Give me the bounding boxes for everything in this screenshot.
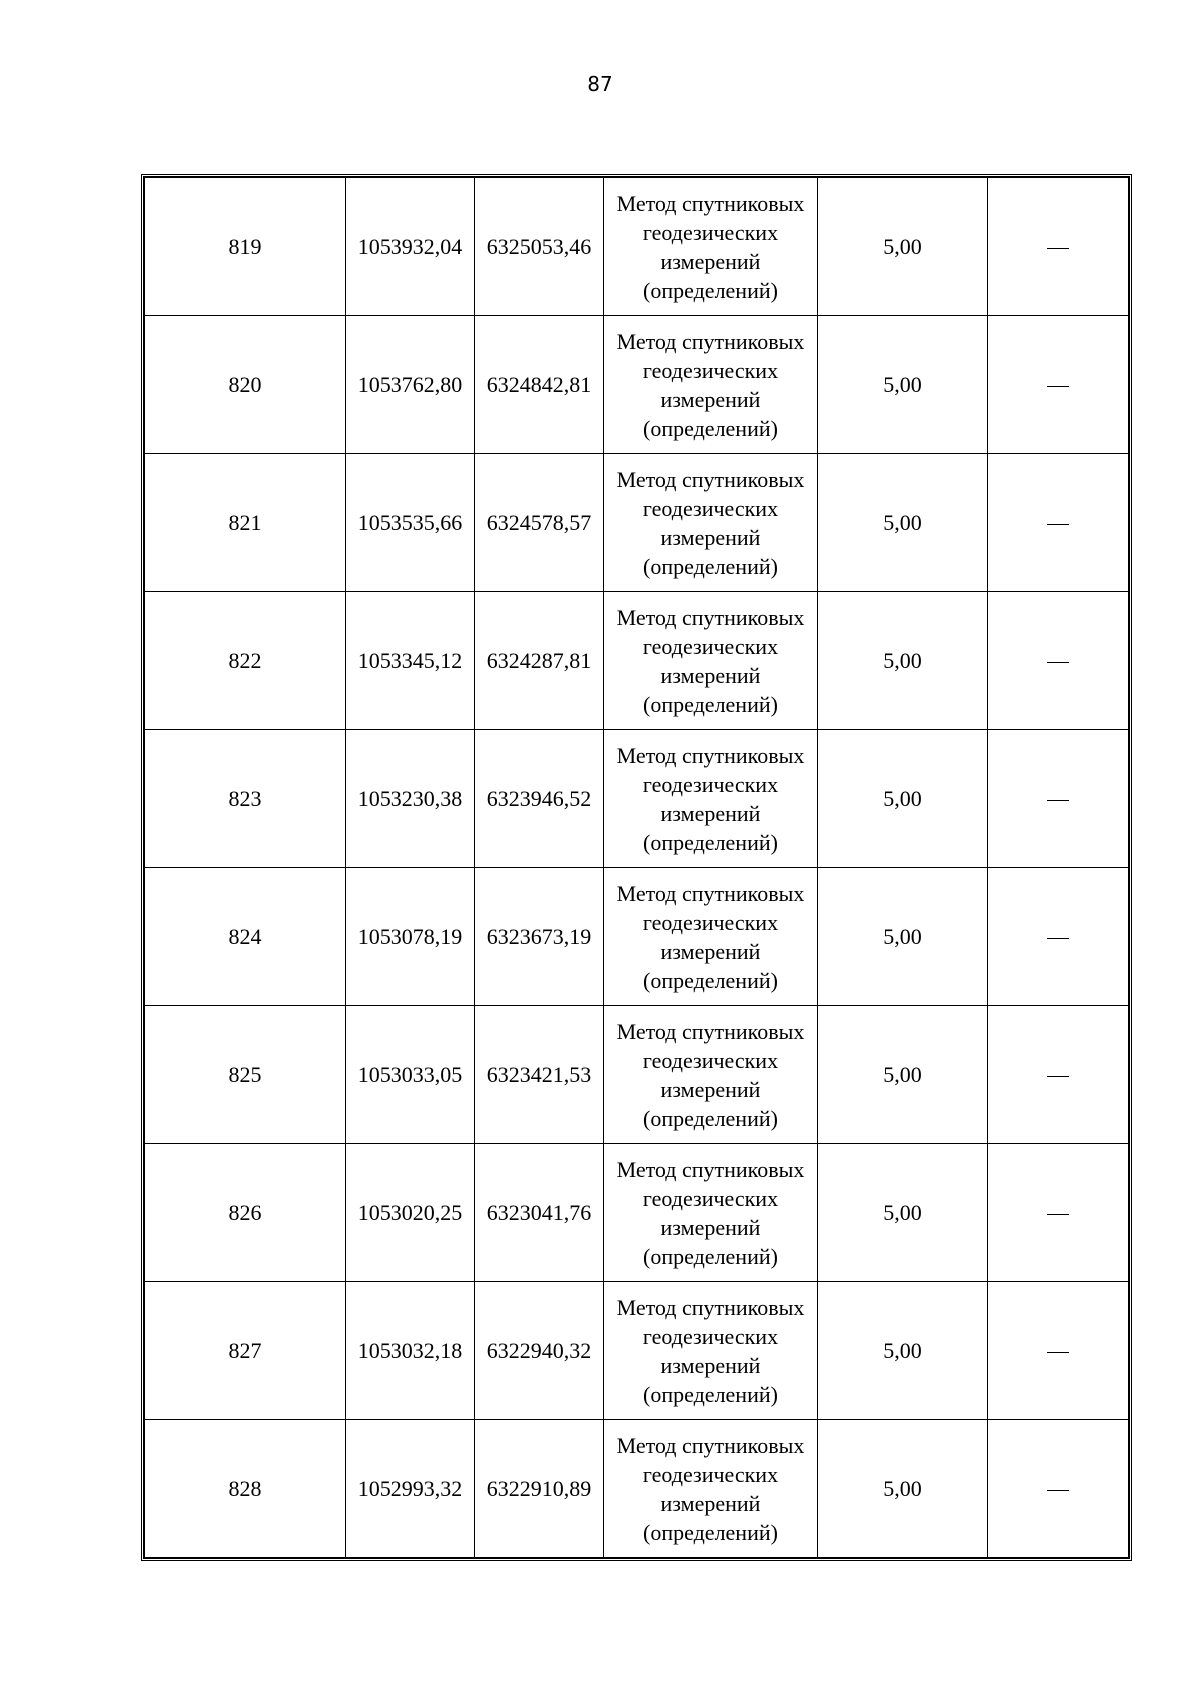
- dash-mark: [1047, 662, 1069, 663]
- x-coordinate-cell: 1053230,38: [346, 730, 475, 868]
- dash-mark: [1047, 800, 1069, 801]
- method-line: измерений: [660, 938, 761, 964]
- method-cell: [604, 1420, 818, 1558]
- dash-mark: [1047, 1352, 1069, 1353]
- coordinates-table-frame: [141, 174, 1132, 1561]
- method-line: измерений: [660, 800, 761, 826]
- table-row: [145, 316, 1129, 454]
- x-coordinate-cell: 1053020,25: [346, 1144, 475, 1282]
- method-line: измерений: [660, 524, 761, 550]
- point-number-cell: 824: [145, 868, 346, 1006]
- point-number-cell: 828: [145, 1420, 346, 1558]
- y-coordinate-cell: 6324842,81: [475, 316, 604, 454]
- method-line: (определений): [643, 1105, 778, 1131]
- table-row: [145, 1144, 1129, 1282]
- method-line: геодезических: [642, 219, 779, 245]
- dash-mark: [1047, 1214, 1069, 1215]
- method-line: Метод спутниковых: [616, 466, 805, 492]
- accuracy-cell: 5,00: [818, 1006, 988, 1144]
- accuracy-cell: 5,00: [818, 592, 988, 730]
- method-line: измерений: [660, 248, 761, 274]
- table-row: [145, 178, 1129, 316]
- point-number-cell: 820: [145, 316, 346, 454]
- table-row: [145, 868, 1129, 1006]
- table-row: [145, 730, 1129, 868]
- x-coordinate-cell: 1053932,04: [346, 178, 475, 316]
- x-coordinate-cell: 1053033,05: [346, 1006, 475, 1144]
- x-coordinate-cell: 1053535,66: [346, 454, 475, 592]
- method-line: геодезических: [642, 633, 779, 659]
- method-line: измерений: [660, 1214, 761, 1240]
- table-row: [145, 592, 1129, 730]
- x-coordinate-cell: 1053345,12: [346, 592, 475, 730]
- point-number-cell: 821: [145, 454, 346, 592]
- method-line: (определений): [643, 691, 778, 717]
- method-line: (определений): [643, 829, 778, 855]
- point-number-cell: 823: [145, 730, 346, 868]
- y-coordinate-cell: 6322910,89: [475, 1420, 604, 1558]
- y-coordinate-cell: 6322940,32: [475, 1282, 604, 1420]
- method-line: геодезических: [642, 1047, 779, 1073]
- y-coordinate-cell: 6324287,81: [475, 592, 604, 730]
- method-cell: [604, 1144, 818, 1282]
- method-cell: [604, 454, 818, 592]
- method-line: Метод спутниковых: [616, 1156, 805, 1182]
- accuracy-cell: 5,00: [818, 868, 988, 1006]
- dash-mark: [1047, 524, 1069, 525]
- method-cell: [604, 730, 818, 868]
- method-line: измерений: [660, 1490, 761, 1516]
- accuracy-cell: 5,00: [818, 730, 988, 868]
- table-row: [145, 1282, 1129, 1420]
- note-cell: [988, 1144, 1129, 1282]
- y-coordinate-cell: 6323946,52: [475, 730, 604, 868]
- method-cell: [604, 1006, 818, 1144]
- method-line: Метод спутниковых: [616, 1294, 805, 1320]
- note-cell: [988, 592, 1129, 730]
- accuracy-cell: 5,00: [818, 316, 988, 454]
- note-cell: [988, 1282, 1129, 1420]
- method-line: (определений): [643, 967, 778, 993]
- y-coordinate-cell: 6323041,76: [475, 1144, 604, 1282]
- method-line: измерений: [660, 1352, 761, 1378]
- method-line: (определений): [643, 277, 778, 303]
- note-cell: [988, 730, 1129, 868]
- method-line: Метод спутниковых: [616, 1018, 805, 1044]
- method-line: (определений): [643, 1381, 778, 1407]
- dash-mark: [1047, 938, 1069, 939]
- method-line: измерений: [660, 1076, 761, 1102]
- x-coordinate-cell: 1052993,32: [346, 1420, 475, 1558]
- dash-mark: [1047, 1076, 1069, 1077]
- table-row: [145, 1420, 1129, 1558]
- table-row: [145, 1006, 1129, 1144]
- method-line: Метод спутниковых: [616, 880, 805, 906]
- dash-mark: [1047, 248, 1069, 249]
- method-cell: [604, 1282, 818, 1420]
- method-line: Метод спутниковых: [616, 190, 805, 216]
- method-line: (определений): [643, 415, 778, 441]
- method-line: геодезических: [642, 909, 779, 935]
- table-row: [145, 454, 1129, 592]
- note-cell: [988, 868, 1129, 1006]
- method-line: (определений): [643, 553, 778, 579]
- x-coordinate-cell: 1053032,18: [346, 1282, 475, 1420]
- point-number-cell: 819: [145, 178, 346, 316]
- method-line: геодезических: [642, 495, 779, 521]
- method-cell: [604, 592, 818, 730]
- method-line: (определений): [643, 1519, 778, 1545]
- method-cell: [604, 316, 818, 454]
- y-coordinate-cell: 6324578,57: [475, 454, 604, 592]
- note-cell: [988, 1006, 1129, 1144]
- accuracy-cell: 5,00: [818, 1282, 988, 1420]
- method-line: измерений: [660, 386, 761, 412]
- point-number-cell: 826: [145, 1144, 346, 1282]
- note-cell: [988, 316, 1129, 454]
- method-line: геодезических: [642, 357, 779, 383]
- note-cell: [988, 1420, 1129, 1558]
- point-number-cell: 825: [145, 1006, 346, 1144]
- page-number: 87: [587, 72, 613, 96]
- x-coordinate-cell: 1053078,19: [346, 868, 475, 1006]
- y-coordinate-cell: 6323673,19: [475, 868, 604, 1006]
- method-line: геодезических: [642, 1323, 779, 1349]
- accuracy-cell: 5,00: [818, 1420, 988, 1558]
- method-cell: [604, 868, 818, 1006]
- method-cell: [604, 178, 818, 316]
- method-line: измерений: [660, 662, 761, 688]
- note-cell: [988, 178, 1129, 316]
- note-cell: [988, 454, 1129, 592]
- y-coordinate-cell: 6323421,53: [475, 1006, 604, 1144]
- method-line: геодезических: [642, 1185, 779, 1211]
- method-line: Метод спутниковых: [616, 1432, 805, 1458]
- point-number-cell: 827: [145, 1282, 346, 1420]
- accuracy-cell: 5,00: [818, 454, 988, 592]
- accuracy-cell: 5,00: [818, 178, 988, 316]
- method-line: геодезических: [642, 771, 779, 797]
- y-coordinate-cell: 6325053,46: [475, 178, 604, 316]
- accuracy-cell: 5,00: [818, 1144, 988, 1282]
- dash-mark: [1047, 386, 1069, 387]
- method-line: геодезических: [642, 1461, 779, 1487]
- method-line: Метод спутниковых: [616, 742, 805, 768]
- coordinates-table: [144, 177, 1129, 1558]
- method-line: (определений): [643, 1243, 778, 1269]
- x-coordinate-cell: 1053762,80: [346, 316, 475, 454]
- dash-mark: [1047, 1490, 1069, 1491]
- point-number-cell: 822: [145, 592, 346, 730]
- method-line: Метод спутниковых: [616, 604, 805, 630]
- method-line: Метод спутниковых: [616, 328, 805, 354]
